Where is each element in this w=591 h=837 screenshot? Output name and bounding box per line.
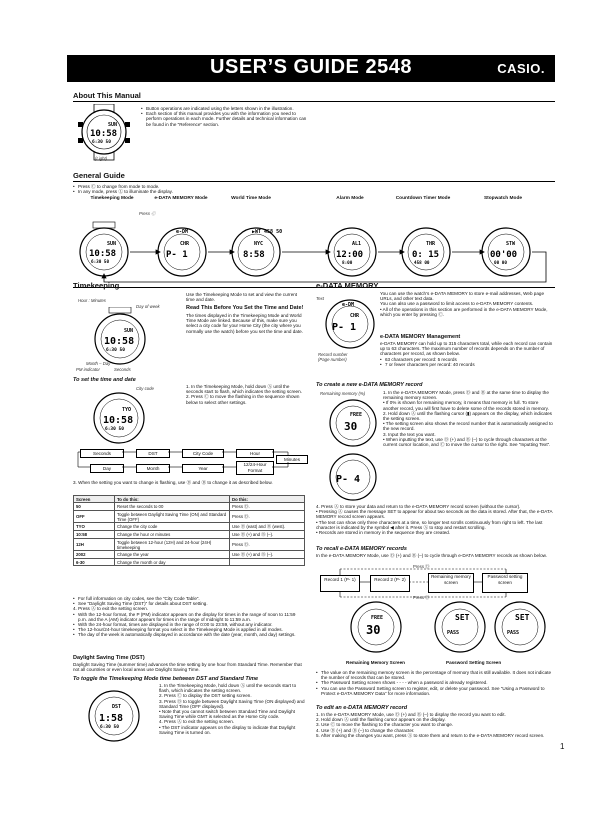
table-cell: 12H [74,539,115,551]
after-step: 4. Press Ⓐ to store your data and return to the e-DATA MEMORY record screen (without the cursor). [316,504,521,509]
edata-watch-main: P- 1 [332,322,357,333]
mode-label-stopwatch: Stopwatch Mode [483,196,523,201]
general-heading: General Guide [73,171,125,180]
table-cell: OFF [74,511,115,523]
password-setting-screens [430,598,550,656]
read-heading: Read This Before You Set the Time and Date! [186,305,304,311]
about-watch-illustration [78,104,130,164]
table-cell: Change the month or day [115,559,230,566]
settings-table [73,495,305,566]
mode-watch-sub: e-DM [176,229,189,235]
set-watch-illustration [90,388,148,446]
edit-step: 2. Hold down Ⓐ until the flashing cursor appears on the display. [316,717,446,723]
edata-intro-line: • All of the operations in this section are performed in the e-DATA MEMORY Mode, which you enter by pressing Ⓒ. [380,306,548,317]
screen-top: SET [515,613,530,622]
light-label: (Light) [95,156,108,161]
hour-minutes-label: Hour : Minutes [78,298,106,303]
edit-step: 5. After making the changes you want, press Ⓐ to store them and return to the e-DATA MEMORY record screen. [316,732,545,738]
table-row [74,531,305,539]
general-text [73,184,373,194]
mode-watch-sub: 8:00 [342,261,353,266]
flow-minutes: Minutes [276,455,308,464]
set-step: 2. Press Ⓒ to move the flashing in the sequence shown below to select other settings. [186,394,300,405]
recall-press-top: Press Ⓓ [413,564,430,569]
mode-label-worldtime: World Time Mode [231,196,271,201]
after-steps [316,504,555,535]
seconds-label: Seconds [114,367,131,372]
tk-watch-bottom: 6:30 50 [106,348,125,353]
edata-bullet: • You can use the Password Setting screen to register, edit, or delete your password. See “Using a Password to Protect e-DATA MEMORY Data” for more information. [316,686,555,696]
page-title: USER’S GUIDE 2548 [210,56,412,78]
table-cell: 50 [74,503,115,511]
text-label: Text [316,296,324,301]
timekeeping-notes [73,596,305,638]
create-step: • If 0% is shown for remaining memory, it means that memory is full. To store another record, you will first have to delete some of the records stored in memory. [383,400,549,411]
pm-indicator-label: PM indicator [76,367,100,372]
create-watch-top: FREE [350,412,363,418]
step3-text: 3. When the setting you want to change is flashing, use Ⓓ and Ⓑ to change it as described below. [73,480,273,485]
read-text: The times displayed in the Timekeeping Mode and World Time Mode are linked. Because of this, make sure you select a city code for your Home City (the city where you normally use the watch) before you set the time and date. [186,313,303,334]
about-watch-bottom: 6:30 50 [92,140,111,145]
city-code-label: City code [136,386,154,391]
edit-step: 4. Use Ⓓ (+) and Ⓑ (–) to change the character. [316,727,415,733]
dst-watch-bottom: 6:30 50 [100,725,119,730]
toggle-steps [159,683,305,735]
set-heading: To set the time and date [73,377,136,383]
table-row [74,523,305,531]
create-step: • When inputting the text, use Ⓓ (+) and Ⓑ (–) to cycle through characters at the current cursor location, and Ⓒ to move the cursor to the right. See “Inputting Text”. [383,436,551,448]
edata-intro [380,291,555,317]
after-step: • Records are stored in memory in the sequence they are created. [316,530,451,536]
day-of-week-label: Day of week [136,304,160,309]
table-cell: Use Ⓓ (+) and Ⓑ (–). [230,551,305,559]
remaining-screen-caption: Remaining Memory Screen [346,660,405,665]
table-cell: 2002 [74,551,115,559]
after-step: • Pressing Ⓐ causes the message SET to appear for about two seconds as the data is stored. After that, the e-DATA MEMORY record screen appears. [316,509,553,520]
columns-rule [73,287,555,288]
toggle-step: • The DST indicator appears on the display to indicate that Daylight Saving Time is turned on. [159,724,296,735]
title-banner [67,55,555,82]
mode-watch-main: 0: 15 [412,250,440,260]
mode-flow-diagram [76,212,556,288]
format-bullet: • The 12-hour/24-hour timekeeping format you select in the Timekeeping Mode is applied in all modes. [73,627,305,632]
password-screen-caption: Password Setting Screen [446,660,502,665]
edit-heading: To edit an e-DATA MEMORY record [316,705,408,711]
edata-intro-line: You can use the watch’s e-DATA MEMORY to store e-mail addresses, Web page URLs, and other text data. [380,291,545,302]
create-step: 3. Input the text you want. [383,431,436,437]
flow-city-code: City Code [182,449,224,458]
table-cell: Change the city code [115,523,230,531]
recall-text: In the e-DATA MEMORY Mode, use Ⓓ (+) and Ⓑ (–) to cycle through e-DATA MEMORY records as shown below. [316,553,548,558]
general-rule [73,181,555,182]
toggle-step: 1. In the Timekeeping Mode, hold down Ⓐ until the seconds start to flash, which indicates the setting screen. [159,683,297,694]
mode-watch-main: 8:58 [243,250,265,260]
toggle-step: 2. Press Ⓒ to display the DST setting screen. [159,693,252,699]
create-step: 2. Hold down Ⓐ until the flashing cursor (▮) appears on the display, which indicates the setting screen. [383,410,552,422]
tk-watch-main: 10:58 [104,336,135,347]
format-bullet: • With the 12-hour format, the P (PM) indicator appears on the display for times in the range of noon to 11:59 p.m. and the A (AM) indicator appears for times in the range of midnight to 11:59 a.m. [73,612,305,622]
about-watch-top: SUN [108,122,118,128]
screen-main: PASS [507,630,520,636]
toggle-step: 3. Press Ⓓ to toggle between Daylight Saving Time (ON displayed) and Standard Time (OFF displayed). [159,698,305,709]
recall-box-record1: Record 1 (P- 1) [320,575,360,592]
mode-watch-top: SUN [107,241,117,247]
screen-main: 30 [366,623,381,637]
table-cell: Press Ⓓ. [230,511,305,523]
table-cell: Press Ⓓ. [230,503,305,511]
edata-bullet: • The Password Setting screen shows - - - - when a password is already registered. [316,680,555,685]
remaining-memory-label: Remaining memory (%) [320,391,366,396]
flow-day: Day [90,464,124,473]
mode-watch-main: 12:00 [336,250,364,260]
edata-watch-top: CHR [350,313,360,319]
mode-watch-top: AL1 [352,241,362,247]
edata-heading: e-DATA MEMORY [316,281,379,290]
timekeeping-watch-illustration [90,307,150,367]
screen-main: PASS [447,630,460,636]
brand-logo: CASIO. [497,61,545,76]
mode-watch-top: STW [506,241,516,247]
set-watch-top: TYO [122,407,132,413]
edata-bullets [316,670,555,696]
format-bullet: • With the 24-hour format, times are displayed in the range of 0:00 to 23:59, without any indicator. [73,622,305,627]
flow-month: Month [136,464,170,473]
table-row [74,559,305,566]
set-watch-bottom: 6:30 50 [105,427,124,432]
mode-watch-main: 00'00 [490,250,518,260]
timekeeping-watch [80,222,128,276]
edata-bullet: • The value on the remaining memory screen is the percentage of memory that is still available. It does not indicate the number of records that can be stored. [316,670,555,680]
table-row [74,551,305,559]
about-watch-main: 10:58 [90,129,118,139]
step4-text: 4. Press Ⓐ to exit the setting screen. [73,606,149,612]
mode-watch-top: NYC [254,241,264,247]
dst-text: Daylight Saving Time (summer time) advances the time setting by one hour from Standard Time. Remember that not all countries or even local areas use Daylight Saving Time. [73,662,302,673]
table-cell: Press Ⓓ. [230,539,305,551]
table-row [74,503,305,511]
mgmt-bullet: • 7 or fewer characters per record: 40 records [380,362,555,367]
create-watch-2 [326,450,380,504]
after-step: • The text can show only three characters at a time, so longer text scrolls continuously from right to left. The last character is indicated by the symbol ◀ after it. Press Ⓐ to stop and restart scrolling. [316,519,543,530]
month-day-label: Month – Day [86,361,111,366]
timekeeping-intro: Use the Timekeeping Mode to set and view the current time and date. [186,292,298,303]
mode-watch-sub: ▶WT 458 50 [252,229,283,235]
mode-watch-sub: 458 00 [414,261,430,266]
edata-watch-illustration [322,294,378,352]
recall-arrows [316,567,556,599]
mode-label-timekeeping: Timekeeping Mode [90,196,134,201]
table-header: Screen [74,496,115,503]
flow-hour: Hour [236,449,274,458]
press-c-label: Press Ⓒ [139,211,156,216]
set-steps [186,384,304,405]
table-cell: 10:58 [74,531,115,539]
flow-year: Year [182,464,224,473]
toggle-step: 4. Press Ⓐ to exit the setting screen. [159,719,235,725]
edit-steps [316,712,555,738]
create-step: • The setting screen also shows the record number that is automatically assigned to the new record. [383,421,553,432]
recall-box-remaining: Remaining memory screen [428,573,474,593]
about-bullet: • Button operations are indicated using the letters shown in the illustration. [141,106,311,111]
general-bullet: • In any mode, press Ⓛ to illuminate the display. [73,189,373,194]
create-step: 1. In the e-DATA MEMORY Mode, press Ⓓ and Ⓑ at the same time to display the remaining memory screen. [383,390,549,401]
about-text [141,106,311,127]
remaining-memory-screen [346,598,406,656]
set-step: 1. In the Timekeeping Mode, hold down Ⓐ until the seconds start to flash, which indicates the setting screen. [186,384,302,395]
table-cell: Change the year [115,551,230,559]
edata-intro-line: You can also use a password to limit access to e-DATA MEMORY contents. [380,301,534,307]
dst-watch-illustration [84,686,144,746]
table-cell [230,559,305,566]
page-number: 1 [560,742,565,751]
mgmt-bullet: • 63 characters per record: 5 records [380,357,555,362]
recall-press-bottom: Press Ⓓ [413,595,430,600]
tk-watch-top: SUN [124,328,134,334]
create-heading: To create a new e-DATA MEMORY record [316,382,423,388]
flow-seconds: Seconds [80,449,124,458]
timekeeping-heading: Timekeeping [73,281,120,290]
mode-watch-top: THR [426,241,436,247]
create-steps [383,390,555,447]
mode-watch-top: CHR [180,241,190,247]
about-rule [73,101,555,102]
mgmt-heading: e-DATA MEMORY Management [380,334,461,340]
flow-dst: DST [136,449,170,458]
screen-top: FREE [371,615,384,621]
table-row [74,539,305,551]
create-watch-main: P- 4 [336,474,361,485]
edit-step: 3. Use Ⓒ to move the flashing to the character you want to change. [316,722,454,728]
mode-watch-main: 10:58 [89,249,117,259]
recall-heading: To recall e-DATA MEMORY records [316,546,407,552]
table-cell: Use Ⓓ (+) and Ⓑ (–). [230,531,305,539]
table-cell: TYO [74,523,115,531]
edit-step: 1. In the e-DATA MEMORY Mode, use Ⓓ (+) and Ⓑ (–) to display the record you want to edit. [316,712,506,717]
mode-watch-sub: 6:30 50 [91,260,110,265]
mode-label-countdown: Countdown Timer Mode [395,196,451,201]
table-cell: Use Ⓓ (east) and Ⓑ (west). [230,523,305,531]
record-number-label: Record number (Page number) [318,352,348,362]
table-cell: Toggle between 12-hour (12H) and 24-hour (24H) timekeeping [115,539,230,551]
table-cell: Reset the seconds to 00 [115,503,230,511]
toggle-heading: To toggle the Timekeeping Mode time between DST and Standard Time [73,676,259,682]
table-header: To do this: [115,496,230,503]
table-cell: Change the hour or minutes [115,531,230,539]
mgmt-text [380,341,555,367]
mgmt-paragraph: e-DATA MEMORY can hold up to 315 characters total, while each record can contain up to 63 characters. The maximum number of records depends on the number of characters per record, as shown below. [380,341,553,357]
table-cell: 6-30 [74,559,115,566]
table-header: Do this: [230,496,305,503]
note-bullet: • For full information on city codes, see the “City Code Table”. [73,596,305,601]
screen-top: SET [455,613,470,622]
create-watch-main: 30 [344,420,358,433]
general-bullet: • Press Ⓒ to change from mode to mode. [73,184,373,189]
format-bullet: • The day of the week is automatically displayed in accordance with the date (year, month, and day) settings. [73,632,305,637]
dst-watch-main: 1:58 [99,713,124,724]
dst-watch-top: DST [112,704,122,710]
recall-box-password: Password setting screen [482,573,528,593]
set-watch-main: 10:58 [103,415,134,426]
c-button-icon: Ⓒ [151,211,156,216]
mode-label-edata: e-DATA MEMORY Mode [154,196,208,201]
edata-watch-sub: e-DM [342,302,355,308]
recall-box-record2: Record 2 (P- 2) [370,575,410,592]
about-heading: About This Manual [73,91,141,100]
flow-format: 12/24-Hour Format [236,461,274,475]
toggle-step: • Note that you cannot switch between Standard Time and Daylight Saving Time while GMT is selected as the Home City code. [159,709,295,720]
create-watch-1 [326,396,380,450]
table-cell: Toggle between Daylight Saving Time (ON) and Standard Time (OFF) [115,511,230,523]
note-bullet: • See “Daylight Saving Time (DST)” for details about DST setting. [73,601,305,606]
flow-arrows [74,446,310,476]
mode-label-alarm: Alarm Mode [336,196,364,201]
about-bullet: • Each section of this manual provides you with the information you need to perform operations in each mode. Further details and technical information can be found in the “Reference” section. [141,111,311,127]
mode-watch-sub: 00 00 [494,261,507,266]
table-row [74,511,305,523]
dst-heading: Daylight Saving Time (DST) [73,655,145,661]
mode-watch-main: P- 1 [166,250,188,260]
